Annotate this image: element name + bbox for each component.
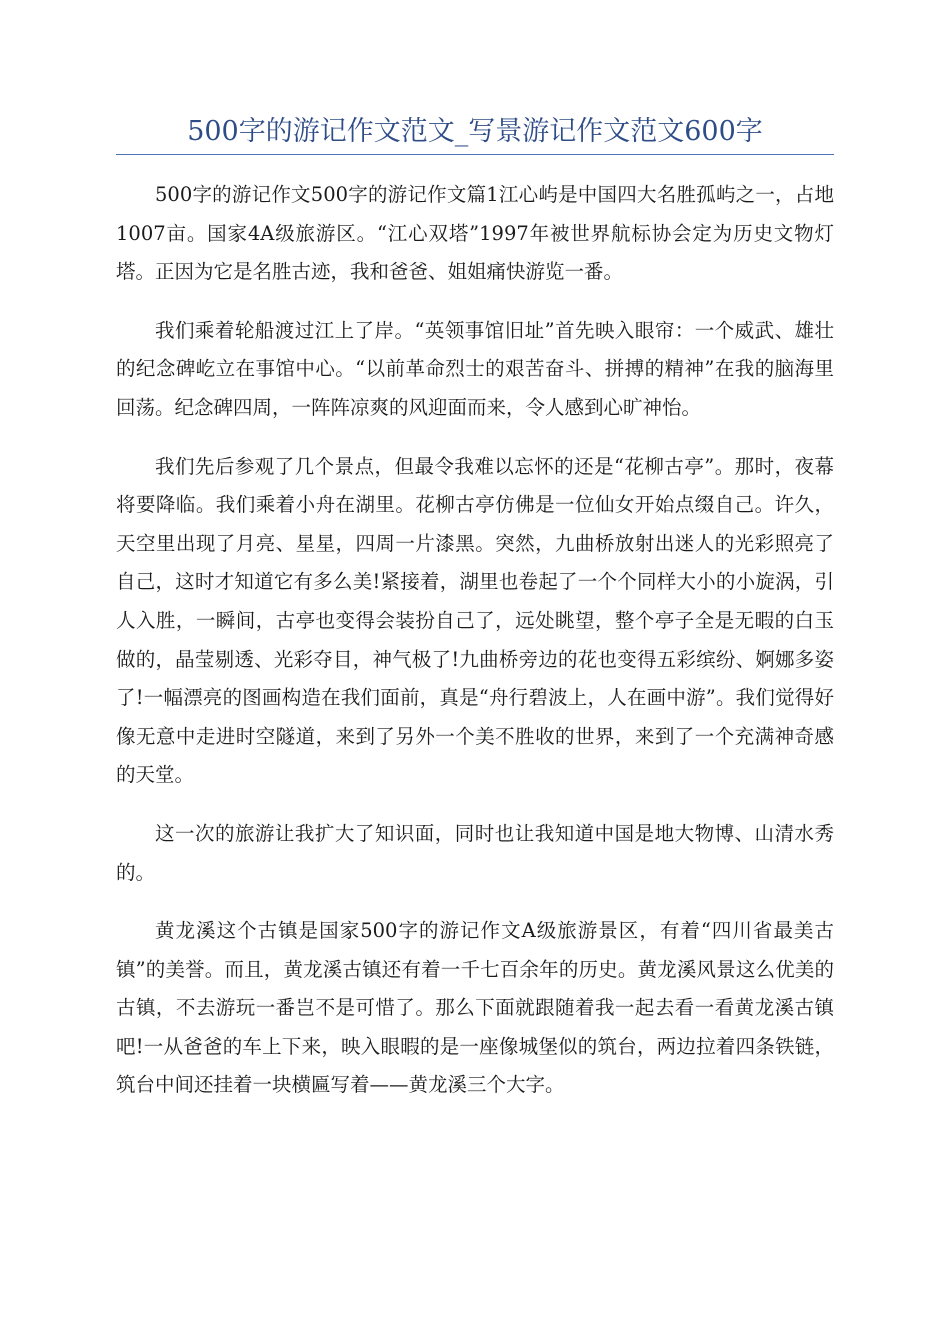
paragraph-1: 500字的游记作文500字的游记作文篇1江心屿是中国四大名胜孤屿之一，占地1007亩。国家4A级旅游区。“江心双塔”1997年被世界航标协会定为历史文物灯塔。正因为它是名胜古迹，我和爸爸、姐姐痛快游览一番。 bbox=[116, 183, 834, 284]
paragraph-4: 这一次的旅游让我扩大了知识面，同时也让我知道中国是地大物博、山清水秀的。 bbox=[116, 821, 834, 884]
document-body bbox=[116, 176, 834, 1125]
title-underline bbox=[116, 154, 834, 155]
paragraph-2: 我们乘着轮船渡过江上了岸。“英领事馆旧址”首先映入眼帘：一个威武、雄壮的纪念碑屹立在事馆中心。“以前革命烈士的艰苦奋斗、拼搏的精神”在我的脑海里回荡。纪念碑四周，一阵阵凉爽的风迎面而来，令人感到心旷神怡。 bbox=[116, 318, 834, 419]
document-title: 500字的游记作文范文_写景游记作文范文600字 bbox=[187, 116, 763, 147]
paragraph-5: 黄龙溪这个古镇是国家500字的游记作文A级旅游景区，有着“四川省最美古镇”的美誉。而且，黄龙溪古镇还有着一千七百余年的历史。黄龙溪风景这么优美的古镇，不去游玩一番岂不是可惜了。那么下面就跟随着我一起去看一看黄龙溪古镇吧!一从爸爸的车上下来，映入眼暇的是一座像城堡似的筑台，两边拉着四条铁链，筑台中间还挂着一块横匾写着——黄龙溪三个大字。 bbox=[116, 919, 834, 1097]
paragraph-3: 我们先后参观了几个景点，但最令我难以忘怀的还是“花柳古亭”。那时，夜幕将要降临。我们乘着小舟在湖里。花柳古亭仿佛是一位仙女开始点缀自己。许久，天空里出现了月亮、星星，四周一片漆黑。突然，九曲桥放射出迷人的光彩照亮了自己，这时才知道它有多么美!紧接着，湖里也卷起了一个个同样大小的小旋涡，引人入胜，一瞬间，古亭也变得会装扮自己了，远处眺望，整个亭子全是无暇的白玉做的，晶莹剔透、光彩夺目，神气极了!九曲桥旁边的花也变得五彩缤纷、婀娜多姿了!一幅漂亮的图画构造在我们面前，真是“舟行碧波上，人在画中游”。我们觉得好像无意中走进时空隧道，来到了另外一个美不胜收的世界，来到了一个充满神奇感的天堂。 bbox=[116, 454, 834, 787]
